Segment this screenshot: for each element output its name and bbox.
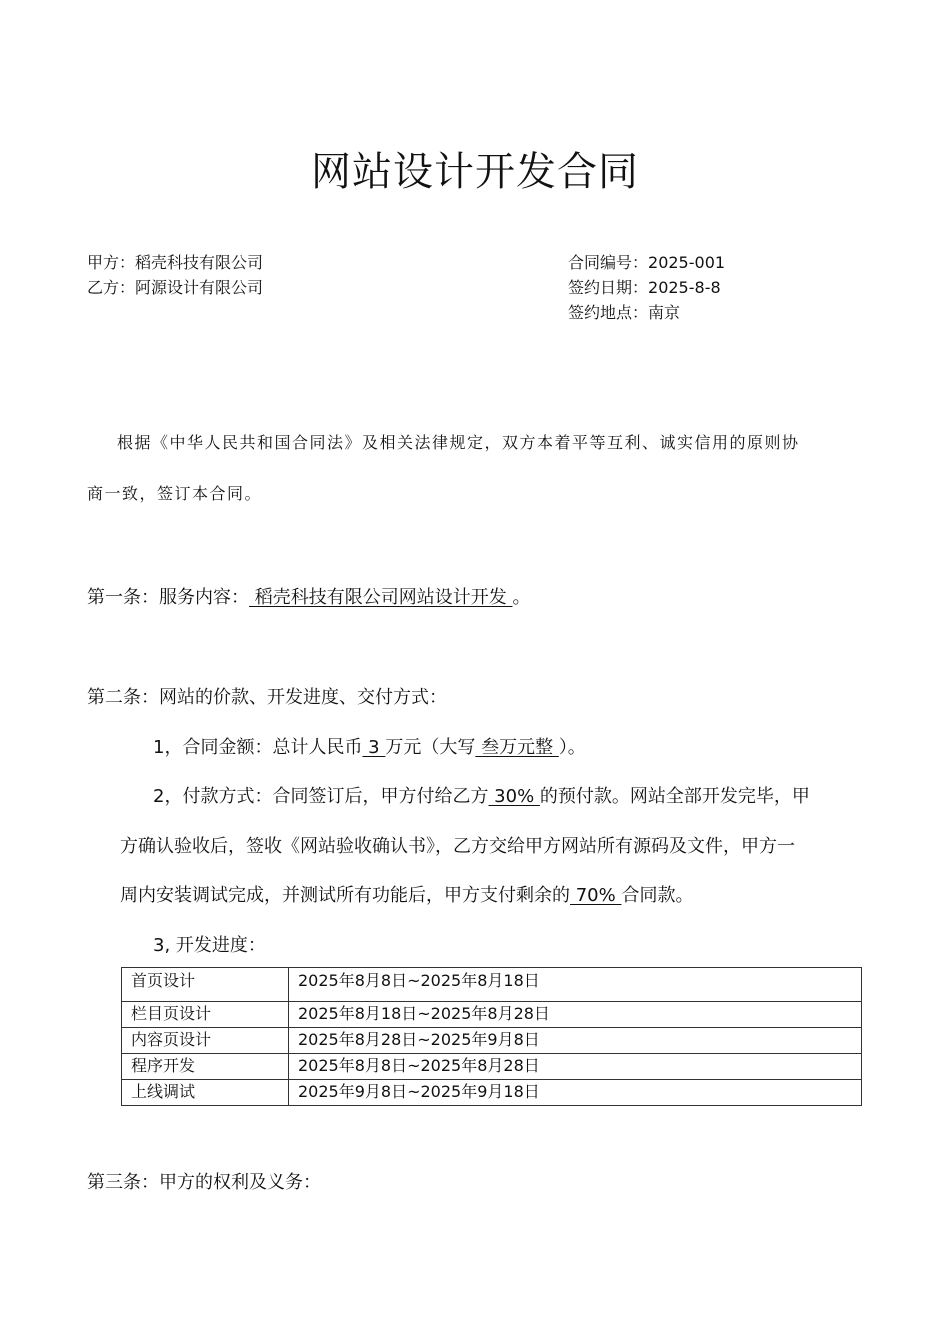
article-2-item-1: [153, 733, 586, 759]
sign-place-label: 签约地点：: [568, 303, 649, 322]
preamble-line-2: 商一致，签订本合同。: [87, 484, 263, 503]
phase-cell: 栏目页设计: [122, 1002, 289, 1028]
sign-date: [568, 275, 721, 300]
phase-cell: 内容页设计: [122, 1028, 289, 1054]
document-title: 网站设计开发合同: [311, 149, 639, 195]
contract-number-value: 2025-001: [648, 253, 726, 272]
period-cell: 2025年8月28日~2025年9月8日: [289, 1028, 862, 1054]
contract-number: [568, 250, 725, 275]
period-cell: 2025年8月8日~2025年8月18日: [289, 968, 862, 1002]
article-2-item-3-heading: 3, 开发进度：: [153, 935, 266, 956]
article-2-item-2-line-1: [153, 782, 810, 808]
table-row: [122, 1002, 862, 1028]
period-cell: 2025年9月8日~2025年9月18日: [289, 1080, 862, 1106]
remaining-percent: 70%: [570, 885, 622, 906]
item-2-line-3-prefix: 周内安装调试完成，并测试所有功能后，甲方支付剩余的: [120, 885, 570, 906]
schedule-table: [121, 967, 862, 1106]
table-row: [122, 1028, 862, 1054]
article-1-prefix: 第一条：服务内容：: [87, 587, 249, 608]
sign-place-value: 南京: [648, 303, 681, 322]
article-2-item-2-line-2: 方确认验收后，签收《网站验收确认书》，乙方交给甲方网站所有源码及文件，甲方一: [120, 836, 795, 857]
party-b: [87, 275, 263, 300]
article-3-heading: 第三条：甲方的权利及义务：: [87, 1172, 321, 1193]
phase-cell: 首页设计: [122, 968, 289, 1002]
phase-cell: 上线调试: [122, 1080, 289, 1106]
prepayment-percent: 30%: [488, 786, 540, 807]
period-cell: 2025年8月8日~2025年8月28日: [289, 1054, 862, 1080]
item-1-prefix: 1，合同金额：总计人民币: [153, 737, 363, 758]
article-2-heading: 第二条：网站的价款、开发进度、交付方式：: [87, 687, 447, 708]
sign-date-value: 2025-8-8: [648, 278, 721, 297]
party-a: [87, 250, 263, 275]
sign-place: [568, 300, 680, 325]
table-row: [122, 968, 862, 1002]
service-content: 稻壳科技有限公司网站设计开发: [249, 587, 513, 608]
party-b-value: 阿源设计有限公司: [135, 278, 264, 297]
item-1-suffix: ）。: [558, 737, 586, 758]
item-2-line-3-suffix: 合同款。: [621, 885, 694, 906]
preamble-line-1: 根据《中华人民共和国合同法》及相关法律规定，双方本着平等互利、诚实信用的原则协: [117, 433, 800, 452]
party-a-label: 甲方：: [87, 253, 136, 272]
table-row: [122, 1054, 862, 1080]
article-1-suffix: 。: [512, 587, 531, 608]
table-row: [122, 1080, 862, 1106]
sign-date-label: 签约日期：: [568, 278, 649, 297]
item-1-mid: 万元（大写: [385, 737, 476, 758]
contract-number-label: 合同编号：: [568, 253, 649, 272]
article-1: [87, 583, 530, 609]
contract-amount-words: 叁万元整: [475, 737, 559, 758]
item-2-line-1-prefix: 2，付款方式：合同签订后，甲方付给乙方: [153, 786, 489, 807]
phase-cell: 程序开发: [122, 1054, 289, 1080]
article-2-item-2-line-3: [120, 881, 693, 907]
item-2-line-1-suffix: 的预付款。网站全部开发完毕，甲: [539, 786, 810, 807]
contract-amount: 3: [362, 737, 386, 758]
party-a-value: 稻壳科技有限公司: [135, 253, 264, 272]
period-cell: 2025年8月18日~2025年8月28日: [289, 1002, 862, 1028]
party-b-label: 乙方：: [87, 278, 136, 297]
